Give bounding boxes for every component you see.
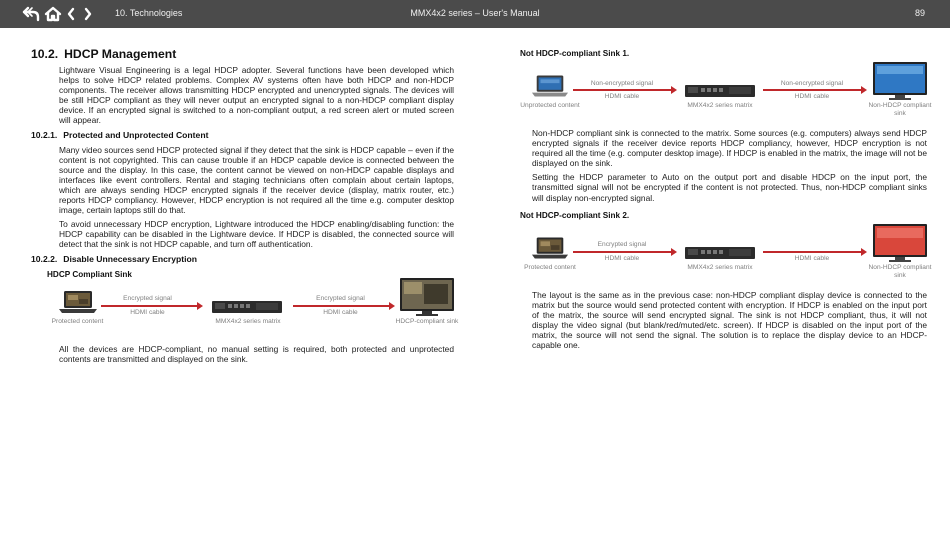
signal-arrow-1 — [573, 89, 672, 91]
document-title: MMX4x2 series – User's Manual — [410, 8, 540, 18]
prev-page-icon[interactable] — [65, 5, 77, 23]
signal-arrow-1 — [573, 251, 672, 253]
compliant-sink-label: HDCP Compliant Sink — [47, 269, 132, 279]
signal-label-2: Encrypted signal — [316, 295, 365, 302]
source-label: Protected content — [51, 318, 104, 325]
signal-arrow-2 — [763, 89, 862, 91]
diagram-non-compliant-sink-1 — [520, 60, 932, 122]
signal-arrow-2 — [763, 251, 862, 253]
cable-label-2: HDMI cable — [323, 309, 358, 316]
section-heading — [31, 47, 454, 61]
cable-label-1: HDMI cable — [130, 309, 165, 316]
matrix-device-icon — [685, 246, 755, 260]
sink1-text — [532, 128, 927, 203]
page-number: 89 — [914, 8, 925, 18]
display-icon — [873, 224, 927, 262]
cable-label-1: HDMI cable — [604, 255, 640, 262]
subsection-heading-1 — [31, 130, 454, 141]
signal-label-1: Encrypted signal — [597, 241, 647, 248]
intro-paragraph: Lightware Visual Engineering is a legal HDCP adopter. Several functions have been developed which helps to solve HDCP related problems. Complex AV systems often have both HDCP and non-HDCP components. The receiver allows transmitting HDCP encrypted and unencrypted signals. The devices will be still HDCP compliant as they will never output an encrypted signal to a non-HDCP compliant display device. If an encrypted signal is switched to a non-compliant output, a red screen alert or muted screen will appear. — [59, 65, 454, 126]
back-icon[interactable] — [22, 5, 40, 23]
laptop-icon — [531, 236, 569, 260]
subsection-number-1: 10.2.1. — [31, 129, 58, 140]
cable-label-2: HDMI cable — [794, 93, 830, 100]
diagram-non-compliant-sink-2 — [524, 222, 932, 284]
subsection-title-1: Protected and Unprotected Content — [63, 129, 209, 140]
top-bar — [0, 0, 950, 28]
laptop-icon — [531, 74, 569, 98]
diagram-compliant-sink — [51, 276, 465, 338]
subsection-heading-2 — [31, 254, 454, 265]
signal-label-1: Non-encrypted signal — [590, 80, 654, 87]
subsection-number-2: 10.2.2. — [31, 253, 58, 264]
home-icon[interactable] — [44, 5, 62, 23]
matrix-label: MMX4x2 series matrix — [687, 264, 753, 271]
sink2-heading: Not HDCP-compliant Sink 2. — [520, 211, 630, 220]
compliant-sink-paragraph: All the devices are HDCP-compliant, no manual setting is required, both protected and unprotected contents are transmitted and displayed on the sink. — [59, 344, 454, 365]
section-title: HDCP Management — [64, 47, 177, 61]
signal-label-2: Non-encrypted signal — [780, 80, 844, 87]
subsection-title-2: Disable Unnecessary Encryption — [63, 253, 198, 264]
sink2-text — [532, 290, 927, 351]
signal-label-1: Encrypted signal — [123, 295, 172, 302]
chapter-link[interactable]: 10. Technologies — [115, 8, 183, 18]
left-column — [31, 47, 454, 280]
matrix-label: MMX4x2 series matrix — [687, 102, 753, 109]
signal-arrow-1 — [101, 305, 198, 307]
next-page-icon[interactable] — [82, 5, 94, 23]
sink-label: HDCP-compliant sink — [395, 318, 459, 325]
signal-arrow-2 — [293, 305, 390, 307]
source-label: Unprotected content — [520, 102, 580, 109]
display-icon — [400, 278, 454, 316]
protected-paragraph-2: To avoid unnecessary HDCP encryption, Lightware introduced the HDCP enabling/disabling function: the HDCP capability can be disabled in the Lightware device. If HDCP is disabled, the connected source will detect that the sink is not HDCP capable, and turn off authentication. — [59, 219, 454, 250]
sink-label: Non-HDCP compliant sink — [868, 264, 932, 279]
matrix-label: MMX4x2 series matrix — [215, 318, 281, 325]
matrix-device-icon — [212, 300, 282, 314]
matrix-device-icon — [685, 84, 755, 98]
sink1-heading-wrap — [520, 48, 927, 59]
sink-label: Non-HDCP compliant sink — [868, 102, 932, 117]
display-icon — [873, 62, 927, 100]
laptop-icon — [58, 290, 98, 314]
protected-paragraph-1: Many video sources send HDCP protected signal if they detect that the sink is HDCP capable – even if the content is not copyrighted. This can cause trouble if an HDCP capable device is connected between the source and the display. In this case, the content cannot be viewed on non-HDCP capable displays and interfaces like event controllers. Rental and staging technicians often complain about certain laptops, which are always sending HDCP encrypted signals if the receiver device (display, matrix router, etc.) reports HDCP compliancy. However, HDCP encryption is not required all the time e.g. computer desktop image, certain laptops still do that. — [59, 144, 454, 216]
cable-label-2: HDMI cable — [794, 255, 830, 262]
sink2-heading-wrap — [520, 210, 927, 221]
cable-label-1: HDMI cable — [604, 93, 640, 100]
section-number: 10.2. — [31, 47, 59, 61]
sink2-paragraph: The layout is the same as in the previous case: non-HDCP compliant display device is connected to the matrix but the source would send protected content with encryption. If HDCP is enabled on the input port of the matrix, the source will send encrypted signal. The sink is not HDCP compliant, thus, it will not display the video signal (but blank/red/muted/etc. screen). If HDCP is disabled on the input port of the matrix, the source will not send the signal. The solution is to replace the display device to an HDCP-capable one. — [532, 290, 927, 351]
source-label: Protected content — [524, 264, 576, 271]
sink1-heading: Not HDCP-compliant Sink 1. — [520, 49, 630, 58]
sink1-paragraph-2: Setting the HDCP parameter to Auto on the output port and disable HDCP on the input port, the transmitted signal will not be encrypted if the content is not protected. Thus, non-HDCP compliant sinks will display non-encrypted signal. — [532, 172, 927, 203]
sink1-paragraph-1: Non-HDCP compliant sink is connected to the matrix. Some sources (e.g. computers) always send HDCP encrypted signals if the receiver device reports HDCP compliancy, however, HDCP encryption is not required all the time (e.g. computer desktop image). If HDCP is enabled in the matrix, the image will not be displayed on the sink. — [532, 128, 927, 169]
